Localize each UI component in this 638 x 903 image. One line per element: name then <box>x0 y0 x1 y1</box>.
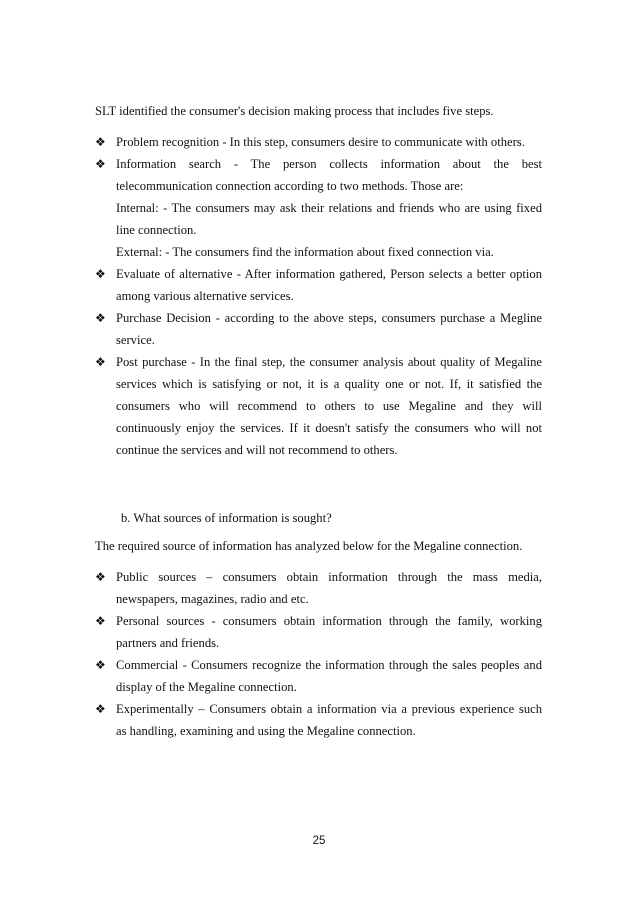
diamond-bullet-icon: ❖ <box>95 311 106 325</box>
bullet-line: among various alternative services. <box>116 289 294 303</box>
list-item <box>95 351 542 461</box>
section2-intro: The required source of information has analyzed below for the Megaline connection. <box>95 539 523 553</box>
bullet-line: Internal: - The consumers may ask their relations and friends who are using fixed <box>116 201 542 215</box>
list-item <box>95 263 542 307</box>
bullet-line: Commercial - Consumers recognize the information through the sales peoples and <box>116 658 542 672</box>
page-content <box>95 100 542 742</box>
bullet-line: Public sources – consumers obtain information through the mass media, <box>116 570 542 584</box>
list-item <box>95 610 542 654</box>
information-sources-list <box>95 566 542 742</box>
bullet-line: continuously enjoy the services. If it doesn't satisfy the consumers who will not <box>116 421 542 435</box>
bullet-line: continue the services and will not recommend to others. <box>116 443 398 457</box>
diamond-bullet-icon: ❖ <box>95 702 106 716</box>
list-item <box>95 131 542 153</box>
list-item <box>95 153 542 263</box>
bullet-line: Information search - The person collects information about the best <box>116 157 542 171</box>
list-item <box>95 566 542 610</box>
bullet-line: telecommunication connection according to two methods. Those are: <box>116 179 464 193</box>
list-item <box>95 698 542 742</box>
section2-question: b. What sources of information is sought? <box>121 511 332 525</box>
bullet-line: External: - The consumers find the information about fixed connection via. <box>116 245 494 259</box>
bullet-line: Post purchase - In the final step, the consumer analysis about quality of Megaline <box>116 355 542 369</box>
bullet-line: partners and friends. <box>116 636 220 650</box>
bullet-line: as handling, examining and using the Megaline connection. <box>116 724 416 738</box>
bullet-line: Problem recognition - In this step, consumers desire to communicate with others. <box>116 135 525 149</box>
bullet-line: newspapers, magazines, radio and etc. <box>116 592 309 606</box>
bullet-line: Personal sources - consumers obtain information through the family, working <box>116 614 542 628</box>
section1-intro: SLT identified the consumer's decision making process that includes five steps. <box>95 104 494 118</box>
bullet-line: Evaluate of alternative - After information gathered, Person selects a better option <box>116 267 542 281</box>
list-item <box>95 654 542 698</box>
diamond-bullet-icon: ❖ <box>95 267 106 281</box>
decision-steps-list <box>95 131 542 461</box>
diamond-bullet-icon: ❖ <box>95 355 106 369</box>
bullet-line: service. <box>116 333 155 347</box>
diamond-bullet-icon: ❖ <box>95 658 106 672</box>
bullet-line: services which is satisfying or not, it is a quality one or not. If, it satisfied the <box>116 377 542 391</box>
bullet-line: Experimentally – Consumers obtain a information via a previous experience such <box>116 702 542 716</box>
list-item <box>95 307 542 351</box>
diamond-bullet-icon: ❖ <box>95 135 106 149</box>
bullet-line: display of the Megaline connection. <box>116 680 297 694</box>
page-number: 25 <box>312 835 326 847</box>
bullet-line: Purchase Decision - according to the above steps, consumers purchase a Megline <box>116 311 542 325</box>
diamond-bullet-icon: ❖ <box>95 570 106 584</box>
bullet-line: line connection. <box>116 223 197 237</box>
bullet-line: consumers who will recommend to others to use Megaline and they will <box>116 399 542 413</box>
diamond-bullet-icon: ❖ <box>95 614 106 628</box>
diamond-bullet-icon: ❖ <box>95 157 106 171</box>
